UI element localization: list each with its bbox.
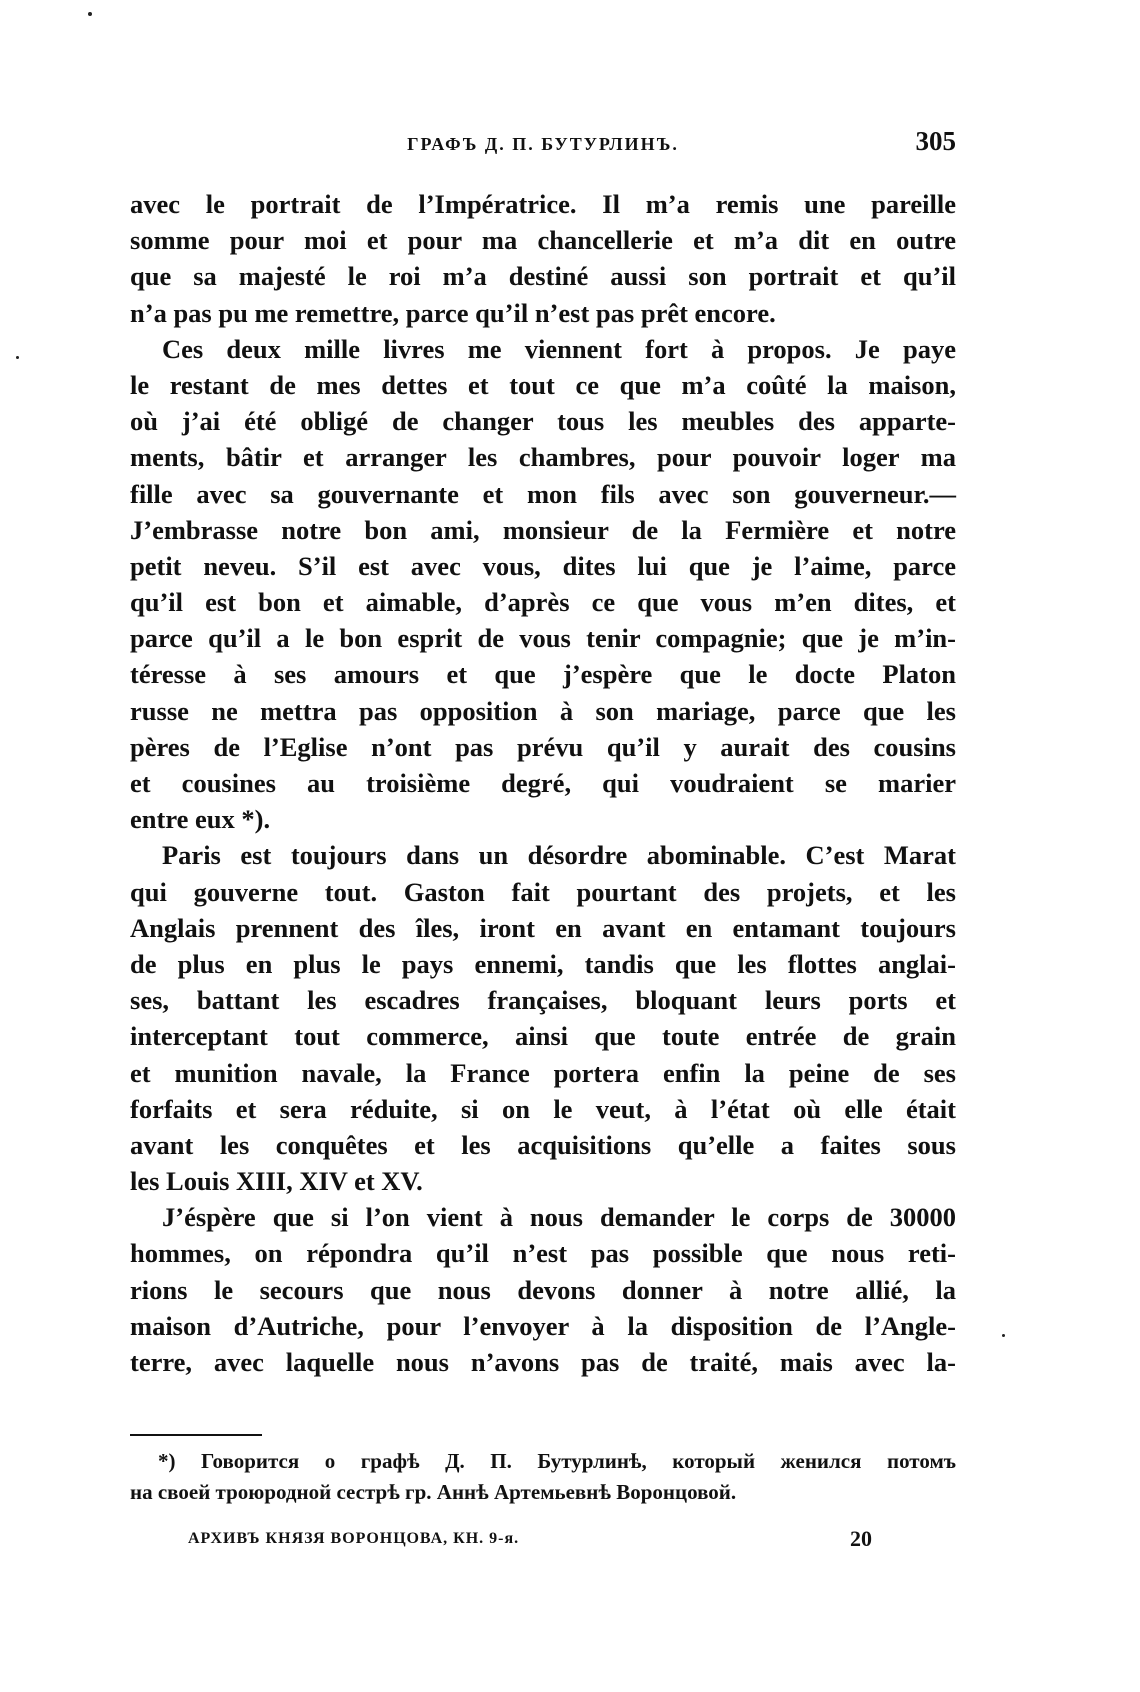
footnote-divider <box>130 1434 262 1436</box>
print-speck <box>1002 1334 1005 1337</box>
text-line: entre eux *). <box>130 804 271 835</box>
text-line: où j’ai été obligé de changer tous les meubles des apparte- <box>130 406 956 437</box>
text-line: et cousines au troisième degré, qui voudraient se marier <box>130 768 956 798</box>
text-line: hommes, on répondra qu’il n’est pas possible que nous reti- <box>130 1238 956 1269</box>
text-line: ses, battant les escadres françaises, bloquant leurs ports et <box>130 985 956 1016</box>
printer-signature <box>188 1526 872 1556</box>
text-line: parce qu’il a le bon esprit de vous tenir compagnie; que je m’in- <box>130 623 956 654</box>
footnote-line: на своей троюродной сестрѣ гр. Аннѣ Артемьевнѣ Воронцовой. <box>130 1480 737 1504</box>
text-line: somme pour moi et pour ma chancellerie et m’a dit en outre <box>130 225 956 256</box>
footnote <box>130 1446 956 1508</box>
text-line: interceptant tout commerce, ainsi que toute entrée de grain <box>130 1021 956 1052</box>
print-speck <box>88 12 92 16</box>
text-line: terre, avec laquelle nous n’avons pas de traité, mais avec la- <box>130 1347 956 1377</box>
text-line: J’éspère que si l’on vient à nous demander le corps de 30000 <box>162 1202 956 1233</box>
text-line: les Louis XIII, XIV et XV. <box>130 1166 423 1197</box>
page-number: 305 <box>915 126 956 156</box>
running-title: ГРАФЪ Д. П. БУТУРЛИНЪ. <box>407 134 679 154</box>
text-line: russe ne mettra pas opposition à son mariage, parce que les <box>130 695 956 726</box>
text-line: et munition navale, la France portera enfin la peine de ses <box>130 1057 956 1088</box>
text-line: avant les conquêtes et les acquisitions qu’elle a faites sous <box>130 1129 956 1160</box>
text-line: avec le portrait de l’Impératrice. Il m’a remis une pareille <box>130 189 956 219</box>
signature-text: АРХИВЪ КНЯЗЯ ВОРОНЦОВА, КН. 9-я. <box>188 1530 520 1547</box>
text-line: Paris est toujours dans un désordre abominable. C’est Marat <box>162 840 956 871</box>
text-line: J’embrasse notre bon ami, monsieur de la Fermière et notre <box>130 514 956 545</box>
text-line: rions le secours que nous devons donner à notre allié, la <box>130 1274 956 1305</box>
text-line: de plus en plus le pays ennemi, tandis que les flottes anglai- <box>130 948 956 979</box>
signature-number: 20 <box>850 1526 872 1551</box>
page-header <box>130 126 956 160</box>
text-line: maison d’Autriche, pour l’envoyer à la disposition de l’Angle- <box>130 1310 956 1341</box>
text-line: pères de l’Eglise n’ont pas prévu qu’il y aurait des cousins <box>130 731 956 762</box>
text-line: Ces deux mille livres me viennent fort à propos. Je paye <box>162 333 956 364</box>
footnote-line: *) Говорится о графѣ Д. П. Бутурлинѣ, который женился потомъ <box>158 1449 956 1473</box>
text-line: petit neveu. S’il est avec vous, dites lui que je l’aime, parce <box>130 550 956 581</box>
text-line: téresse à ses amours et que j’espère que le docte Platon <box>130 659 956 690</box>
text-line: qu’il est bon et aimable, d’après ce que vous m’en dites, et <box>130 587 956 618</box>
text-line: que sa majesté le roi m’a destiné aussi son portrait et qu’il <box>130 261 956 292</box>
text-line: qui gouverne tout. Gaston fait pourtant des projets, et les <box>130 876 956 907</box>
text-line: Anglais prennent des îles, iront en avant en entamant toujours <box>130 912 956 943</box>
text-line: n’a pas pu me remettre, parce qu’il n’est pas prêt encore. <box>130 297 776 328</box>
text-line: ments, bâtir et arranger les chambres, pour pouvoir loger ma <box>130 442 956 473</box>
print-speck <box>16 356 19 359</box>
text-line: fille avec sa gouvernante et mon fils avec son gouverneur.— <box>130 478 956 509</box>
text-line: le restant de mes dettes et tout ce que m’a coûté la maison, <box>130 369 956 400</box>
text-line: forfaits et sera réduite, si on le veut, à l’état où elle était <box>130 1093 956 1124</box>
body-text <box>130 186 956 1380</box>
